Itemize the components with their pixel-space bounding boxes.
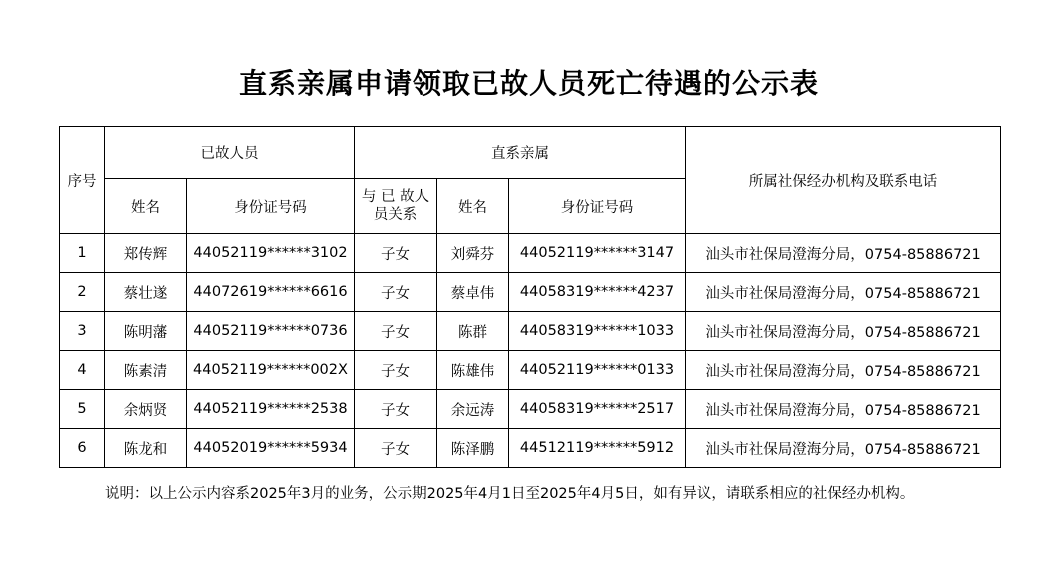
cell-deceased-name: 郑传辉 <box>105 234 187 273</box>
cell-agency: 汕头市社保局澄海分局，0754-85886721 <box>686 429 1001 468</box>
cell-relative-name: 蔡卓伟 <box>437 273 509 312</box>
cell-deceased-name: 陈明藩 <box>105 312 187 351</box>
cell-deceased-name: 陈素清 <box>105 351 187 390</box>
header-agency: 所属社保经办机构及联系电话 <box>686 127 1001 234</box>
table-row <box>60 390 1001 429</box>
cell-seq: 1 <box>60 234 105 273</box>
table-row <box>60 351 1001 390</box>
cell-deceased-id: 44052019******5934 <box>187 429 355 468</box>
cell-relation: 子女 <box>355 273 437 312</box>
cell-deceased-id: 44052119******2538 <box>187 390 355 429</box>
cell-relation: 子女 <box>355 234 437 273</box>
cell-relation: 子女 <box>355 429 437 468</box>
table-row <box>60 234 1001 273</box>
cell-deceased-id: 44072619******6616 <box>187 273 355 312</box>
cell-deceased-id: 44052119******3102 <box>187 234 355 273</box>
cell-seq: 6 <box>60 429 105 468</box>
cell-relative-id: 44058319******4237 <box>509 273 686 312</box>
cell-deceased-name: 陈龙和 <box>105 429 187 468</box>
cell-agency: 汕头市社保局澄海分局，0754-85886721 <box>686 351 1001 390</box>
table-row <box>60 273 1001 312</box>
cell-relation: 子女 <box>355 351 437 390</box>
cell-relation: 子女 <box>355 312 437 351</box>
header-row-1 <box>60 127 1001 179</box>
header-relative-name: 姓名 <box>437 179 509 234</box>
cell-relative-name: 陈泽鹏 <box>437 429 509 468</box>
cell-relative-name: 余远涛 <box>437 390 509 429</box>
cell-agency: 汕头市社保局澄海分局，0754-85886721 <box>686 390 1001 429</box>
header-relative-group: 直系亲属 <box>355 127 686 179</box>
cell-relative-id: 44512119******5912 <box>509 429 686 468</box>
header-deceased-group: 已故人员 <box>105 127 355 179</box>
page-title: 直系亲属申请领取已故人员死亡待遇的公示表 <box>238 67 819 100</box>
cell-seq: 4 <box>60 351 105 390</box>
cell-relative-name: 陈雄伟 <box>437 351 509 390</box>
header-seq: 序号 <box>60 127 105 234</box>
cell-deceased-id: 44052119******0736 <box>187 312 355 351</box>
cell-deceased-name: 蔡壮遂 <box>105 273 187 312</box>
table-row <box>60 312 1001 351</box>
cell-agency: 汕头市社保局澄海分局，0754-85886721 <box>686 234 1001 273</box>
cell-relative-name: 陈群 <box>437 312 509 351</box>
cell-relative-id: 44052119******0133 <box>509 351 686 390</box>
cell-relation: 子女 <box>355 390 437 429</box>
cell-relative-id: 44058319******1033 <box>509 312 686 351</box>
header-relation: 与 已 故人员关系 <box>355 179 437 234</box>
cell-seq: 3 <box>60 312 105 351</box>
header-deceased-name: 姓名 <box>105 179 187 234</box>
table-row <box>60 429 1001 468</box>
cell-seq: 5 <box>60 390 105 429</box>
cell-agency: 汕头市社保局澄海分局，0754-85886721 <box>686 312 1001 351</box>
cell-relative-id: 44052119******3147 <box>509 234 686 273</box>
cell-deceased-id: 44052119******002X <box>187 351 355 390</box>
cell-relative-id: 44058319******2517 <box>509 390 686 429</box>
footnote: 说明：以上公示内容系2025年3月的业务，公示期2025年4月1日至2025年4月5日，如有异议，请联系相应的社保经办机构。 <box>105 486 915 502</box>
header-deceased-id: 身份证号码 <box>187 179 355 234</box>
publicity-table <box>59 126 1001 468</box>
header-relative-id: 身份证号码 <box>509 179 686 234</box>
cell-deceased-name: 余炳贤 <box>105 390 187 429</box>
cell-relative-name: 刘舜芬 <box>437 234 509 273</box>
cell-agency: 汕头市社保局澄海分局，0754-85886721 <box>686 273 1001 312</box>
cell-seq: 2 <box>60 273 105 312</box>
